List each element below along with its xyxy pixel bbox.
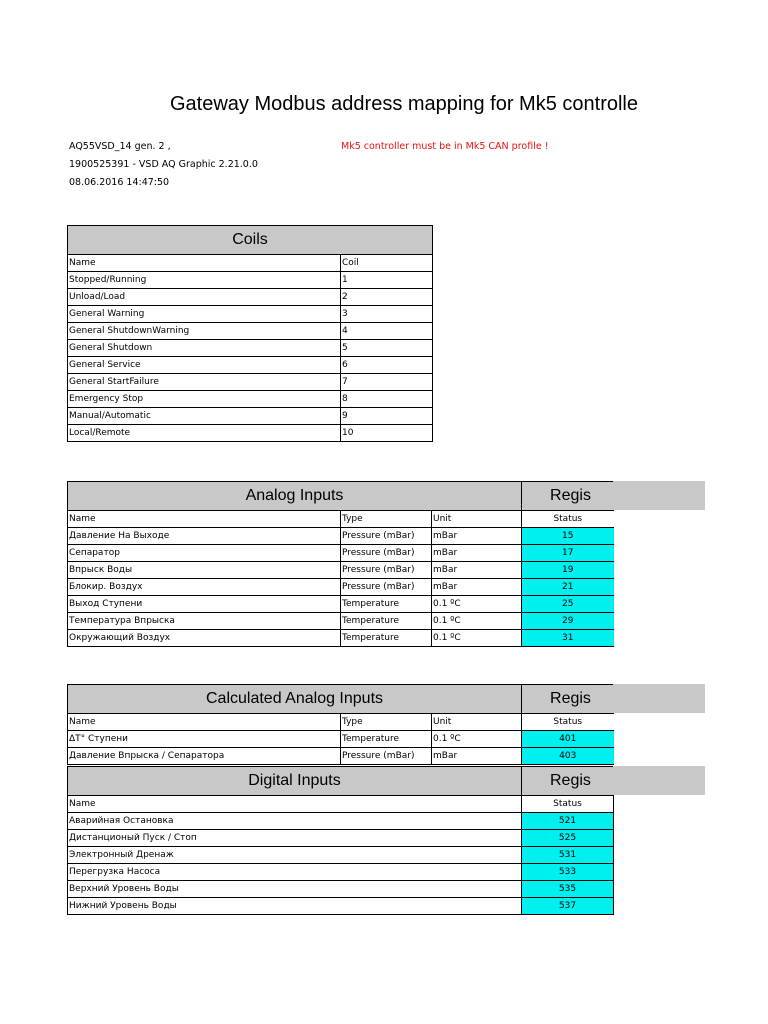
digital-cell-status: 521	[522, 813, 614, 830]
analog-cell-name: Окружающий Воздух	[68, 630, 341, 647]
analog-cell-name: Впрыск Воды	[68, 562, 341, 579]
coils-cell-coil: 4	[341, 323, 433, 340]
coils-table	[67, 225, 433, 442]
calc-cell-name: ΔT° Ступени	[68, 731, 341, 748]
coils-cell-coil: 9	[341, 408, 433, 425]
analog-cell-unit: mBar	[432, 545, 522, 562]
analog-cell-unit: 0.1 ºC	[432, 596, 522, 613]
analog-cell-unit: 0.1 ºC	[432, 630, 522, 647]
analog-section	[67, 481, 705, 651]
analog-cell-status: 29	[522, 613, 614, 630]
digital-table	[67, 766, 614, 915]
digital-cell-status: 537	[522, 898, 614, 915]
calc-cell-type: Temperature	[341, 731, 432, 748]
analog-cell-unit: mBar	[432, 579, 522, 596]
digital-cell-name: Дистанционый Пуск / Стоп	[68, 830, 522, 847]
analog-row	[68, 545, 614, 562]
analog-cell-type: Pressure (mBar)	[341, 562, 432, 579]
calc-cell-type: Pressure (mBar)	[341, 748, 432, 765]
calc-table	[67, 684, 614, 765]
coils-cell-name: Stopped/Running	[68, 272, 341, 289]
analog-cell-unit: mBar	[432, 562, 522, 579]
analog-cell-name: Сепаратор	[68, 545, 341, 562]
coils-cell-coil: 10	[341, 425, 433, 442]
profile-warning: Mk5 controller must be in Mk5 CAN profile !	[341, 141, 549, 152]
digital-row	[68, 898, 614, 915]
coils-row	[68, 357, 433, 374]
analog-cell-status: 21	[522, 579, 614, 596]
coils-cell-coil: 7	[341, 374, 433, 391]
digital-register-extension	[613, 766, 705, 795]
digital-row	[68, 881, 614, 898]
digital-cell-status: 531	[522, 847, 614, 864]
calc-col-name: Name	[68, 714, 341, 731]
coils-cell-name: Unload/Load	[68, 289, 341, 306]
coils-row	[68, 306, 433, 323]
analog-col-name: Name	[68, 511, 341, 528]
calc-row	[68, 748, 614, 765]
coils-row	[68, 323, 433, 340]
digital-cell-status: 525	[522, 830, 614, 847]
analog-cell-name: Выход Ступени	[68, 596, 341, 613]
analog-col-status: Status	[522, 511, 614, 528]
coils-cell-name: Emergency Stop	[68, 391, 341, 408]
digital-row	[68, 830, 614, 847]
digital-register-header: Regis	[522, 767, 614, 796]
analog-cell-status: 25	[522, 596, 614, 613]
coils-header: Coils	[68, 226, 433, 255]
calc-col-status: Status	[522, 714, 614, 731]
digital-cell-status: 535	[522, 881, 614, 898]
coils-col-name: Name	[68, 255, 341, 272]
analog-row	[68, 630, 614, 647]
coils-cell-name: General Service	[68, 357, 341, 374]
digital-cell-status: 533	[522, 864, 614, 881]
coils-cell-name: Manual/Automatic	[68, 408, 341, 425]
analog-row	[68, 579, 614, 596]
calc-cell-unit: 0.1 ºC	[432, 731, 522, 748]
analog-cell-name: Блокир. Воздух	[68, 579, 341, 596]
calc-register-header: Regis	[522, 685, 614, 714]
analog-cell-type: Pressure (mBar)	[341, 579, 432, 596]
calc-digital-section	[67, 684, 705, 924]
analog-cell-name: Давление На Выходе	[68, 528, 341, 545]
digital-cell-name: Нижний Уровень Воды	[68, 898, 522, 915]
calc-cell-name: Давление Впрыска / Сепаратора	[68, 748, 341, 765]
analog-col-unit: Unit	[432, 511, 522, 528]
digital-cell-name: Аварийная Остановка	[68, 813, 522, 830]
coils-cell-coil: 8	[341, 391, 433, 408]
analog-row	[68, 596, 614, 613]
coils-row	[68, 425, 433, 442]
coils-cell-name: Local/Remote	[68, 425, 341, 442]
coils-cell-name: General Warning	[68, 306, 341, 323]
calc-cell-status: 403	[522, 748, 614, 765]
analog-cell-type: Temperature	[341, 613, 432, 630]
coils-cell-coil: 1	[341, 272, 433, 289]
coils-cell-coil: 3	[341, 306, 433, 323]
analog-cell-name: Температура Впрыска	[68, 613, 341, 630]
meta-model: AQ55VSD_14 gen. 2 ,	[69, 141, 171, 152]
coils-row	[68, 289, 433, 306]
calc-col-unit: Unit	[432, 714, 522, 731]
meta-version: 1900525391 - VSD AQ Graphic 2.21.0.0	[69, 159, 258, 170]
analog-table	[67, 481, 614, 647]
analog-cell-status: 31	[522, 630, 614, 647]
calc-row	[68, 731, 614, 748]
digital-row	[68, 864, 614, 881]
digital-row	[68, 813, 614, 830]
coils-row	[68, 272, 433, 289]
analog-cell-status: 17	[522, 545, 614, 562]
analog-col-type: Type	[341, 511, 432, 528]
page-title: Gateway Modbus address mapping for Mk5 controlle	[169, 93, 638, 115]
analog-row	[68, 613, 614, 630]
coils-cell-coil: 6	[341, 357, 433, 374]
calc-cell-unit: mBar	[432, 748, 522, 765]
coils-row	[68, 374, 433, 391]
coils-col-coil: Coil	[341, 255, 433, 272]
analog-register-extension	[613, 481, 705, 510]
analog-cell-unit: mBar	[432, 528, 522, 545]
coils-cell-coil: 5	[341, 340, 433, 357]
digital-header: Digital Inputs	[68, 767, 522, 796]
analog-register-header: Regis	[522, 482, 614, 511]
coils-row	[68, 391, 433, 408]
analog-cell-type: Temperature	[341, 630, 432, 647]
coils-cell-name: General Shutdown	[68, 340, 341, 357]
coils-row	[68, 408, 433, 425]
coils-row	[68, 340, 433, 357]
coils-cell-name: General StartFailure	[68, 374, 341, 391]
calc-col-type: Type	[341, 714, 432, 731]
analog-cell-type: Pressure (mBar)	[341, 545, 432, 562]
digital-cell-name: Верхний Уровень Воды	[68, 881, 522, 898]
digital-row	[68, 847, 614, 864]
analog-cell-status: 19	[522, 562, 614, 579]
meta-timestamp: 08.06.2016 14:47:50	[69, 177, 170, 188]
digital-cell-name: Перегрузка Насоса	[68, 864, 522, 881]
analog-row	[68, 528, 614, 545]
calc-cell-status: 401	[522, 731, 614, 748]
digital-cell-name: Электронный Дренаж	[68, 847, 522, 864]
digital-col-name: Name	[68, 796, 522, 813]
coils-cell-coil: 2	[341, 289, 433, 306]
digital-col-status: Status	[522, 796, 614, 813]
analog-cell-type: Temperature	[341, 596, 432, 613]
analog-cell-type: Pressure (mBar)	[341, 528, 432, 545]
analog-row	[68, 562, 614, 579]
calc-header: Calculated Analog Inputs	[68, 685, 522, 714]
coils-cell-name: General ShutdownWarning	[68, 323, 341, 340]
analog-cell-status: 15	[522, 528, 614, 545]
analog-header: Analog Inputs	[68, 482, 522, 511]
analog-cell-unit: 0.1 ºC	[432, 613, 522, 630]
calc-register-extension	[613, 684, 705, 713]
